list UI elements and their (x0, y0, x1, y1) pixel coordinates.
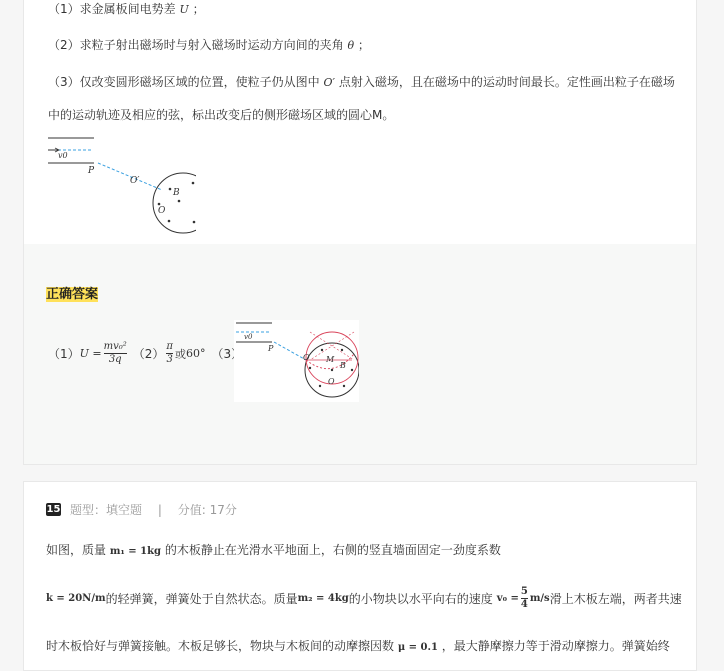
question-15-card (23, 481, 697, 671)
label-P: P (88, 166, 95, 176)
label-O-prime: O′ (130, 176, 140, 186)
question-number-badge: 15 (46, 504, 61, 515)
question-15-line-1: 如图，质量 m₁ = 1kg 的木板静止在光滑水平地面上，右侧的竖直墙面固定一劲度系数 (46, 543, 501, 557)
question-part-1: （1）求金属板间电势差 U ； (48, 2, 205, 16)
question-figure (46, 133, 196, 237)
answer-figure (234, 320, 359, 402)
question-meta: 题型：填空题 | 分值: 17分 (70, 503, 237, 517)
question-15-line-3: 时木板恰好与弹簧接触。木板足够长，物块与木板间的动摩擦因数 μ = 0.1 ，最大静摩擦力等于滑动摩擦力。弹簧始终 (46, 639, 670, 653)
label-O: O (328, 377, 335, 386)
question-part-3: （3）仅改变圆形磁场区域的位置，使粒子仍从图中 O′ 点射入磁场，且在磁场中的运动时间最长。定性画出粒子在磁场 (48, 75, 675, 89)
answer-content: （1） U = $\frac{\text{mv₀²}}{3q}$ （2） $\frac{\pi}{3}$ 或 60° （3） (48, 341, 244, 365)
answer-title: 正确答案 (46, 287, 99, 302)
fraction-2: $\frac{\pi}{3}$ (166, 341, 173, 365)
question-part-2: （2）求粒子射出磁场时与射入磁场时运动方向间的夹角 θ ； (48, 38, 370, 52)
label-v0: v0 (58, 151, 68, 160)
label-B: B (173, 188, 180, 198)
label-P: P (268, 344, 274, 353)
label-M: M (326, 355, 335, 364)
question-card (23, 0, 697, 465)
label-B: B (340, 361, 346, 370)
label-v0: v0 (244, 333, 253, 341)
velocity-fraction: $\frac{5}{4}$ (520, 586, 528, 610)
label-O: O (158, 206, 166, 216)
fraction-1: $\frac{\text{mv₀²}}{3q}$ (103, 341, 127, 365)
label-O-prime: O (303, 353, 310, 362)
question-part-3-cont: 中的运动轨迹及相应的弦，标出改变后的侧形磁场区域的圆心M。 (48, 108, 395, 122)
question-15-line-2: k = 20N/m 的轻弹簧，弹簧处于自然状态。质量 m₂ = 4kg 的小物块以水平向右的速度 v₀ = $\frac{5}{4}$ m/s 滑上木板左端，两者共速 (46, 586, 682, 610)
